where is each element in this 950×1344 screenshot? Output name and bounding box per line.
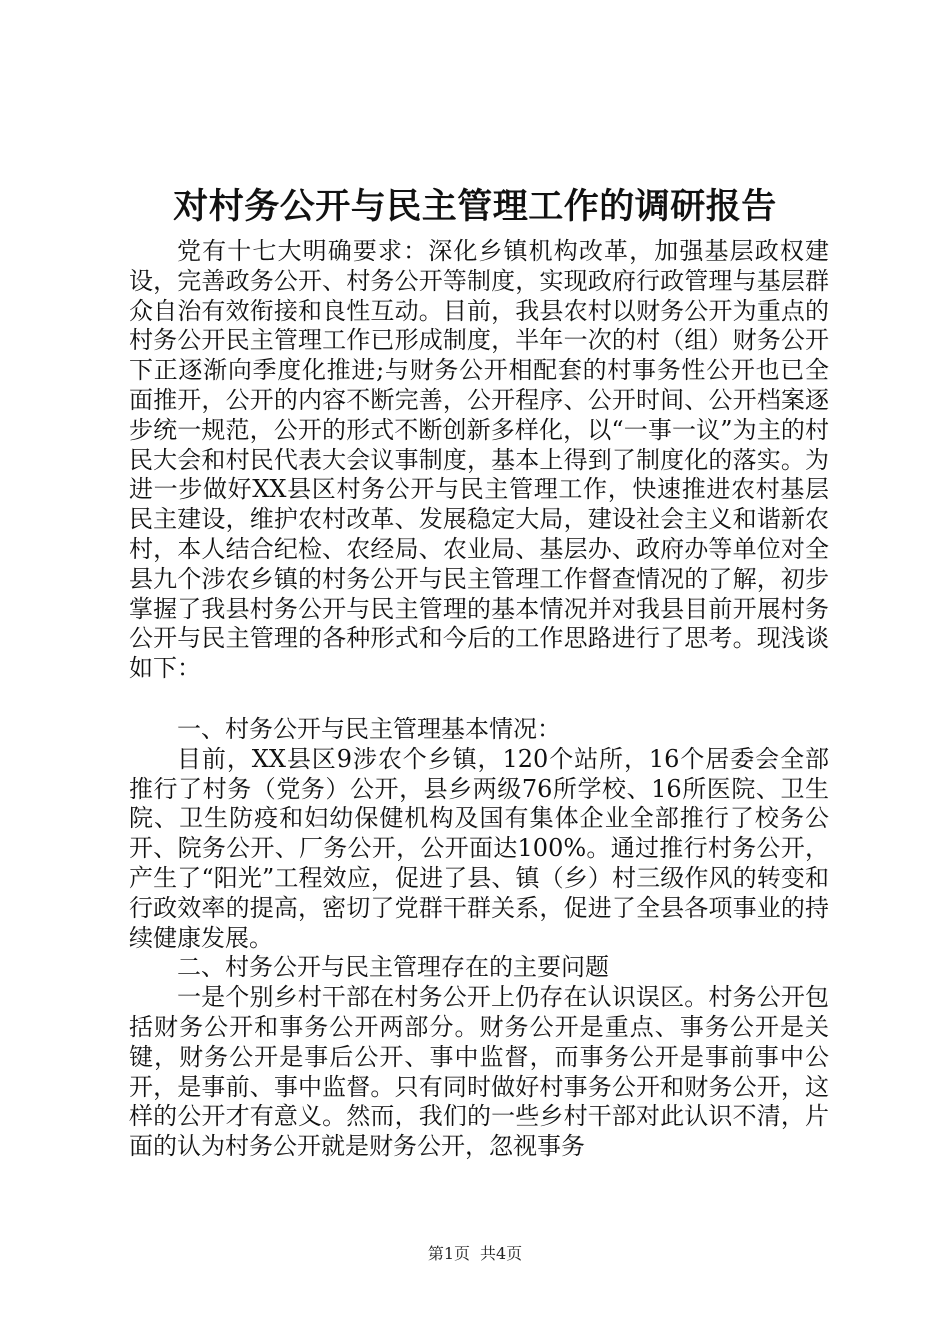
page-footer xyxy=(0,1244,950,1264)
section-heading-2: 二、村务公开与民主管理存在的主要问题 xyxy=(177,953,609,982)
paragraph-spacer xyxy=(129,684,829,715)
section-heading-1: 一、村务公开与民主管理基本情况： xyxy=(177,714,561,743)
section-2-paragraph: 一是个别乡村干部在村务公开上仍存在认识误区。村务公开包括财务公开和事务公开两部分。财务公开是重点、事务公开是关键，财务公开是事后公开、事中监督，而事务公开是事前事中公开，是事前、事中监督。只有同时做好村事务公开和财务公开，这样的公开才有意义。然而，我们的一些乡村干部对此认识不清，片面的认为村务公开就是财务公开，忽视事务 xyxy=(129,983,829,1161)
document-title: 对村务公开与民主管理工作的调研报告 xyxy=(173,186,777,227)
document-body xyxy=(129,237,829,1162)
page-number: 第1页 xyxy=(427,1244,470,1263)
page-total: 共4页 xyxy=(480,1244,523,1263)
intro-paragraph: 党有十七大明确要求：深化乡镇机构改革，加强基层政权建设，完善政务公开、村务公开等制度，实现政府行政管理与基层群众自治有效衔接和良性互动。目前，我县农村以财务公开为重点的村务公开民主管理工作已形成制度，半年一次的村（组）财务公开下正逐渐向季度化推进;与财务公开相配套的村事务性公开也已全面推开，公开的内容不断完善，公开程序、公开时间、公开档案逐步统一规范，公开的形式不断创新多样化，以“一事一议”为主的村民大会和村民代表大会议事制度，基本上得到了制度化的落实。为进一步做好XX县区村务公开与民主管理工作，快速推进农村基层民主建设，维护农村改革、发展稳定大局，建设社会主义和谐新农村，本人结合纪检、农经局、农业局、基层办、政府办等单位对全县九个涉农乡镇的村务公开与民主管理工作督查情况的了解，初步掌握了我县村务公开与民主管理的基本情况并对我县目前开展村务公开与民主管理的各种形式和今后的工作思路进行了思考。现浅谈如下： xyxy=(129,237,829,683)
section-1-paragraph: 目前，XX县区9涉农个乡镇，120个站所，16个居委会全部推行了村务（党务）公开，县乡两级76所学校、16所医院、卫生院、卫生防疫和妇幼保健机构及国有集体企业全部推行了校务公开、院务公开、厂务公开，公开面达100%。通过推行村务公开，产生了“阳光”工程效应，促进了县、镇（乡）村三级作风的转变和行政效率的提高，密切了党群干群关系，促进了全县各项事业的持续健康发展。 xyxy=(129,744,829,952)
